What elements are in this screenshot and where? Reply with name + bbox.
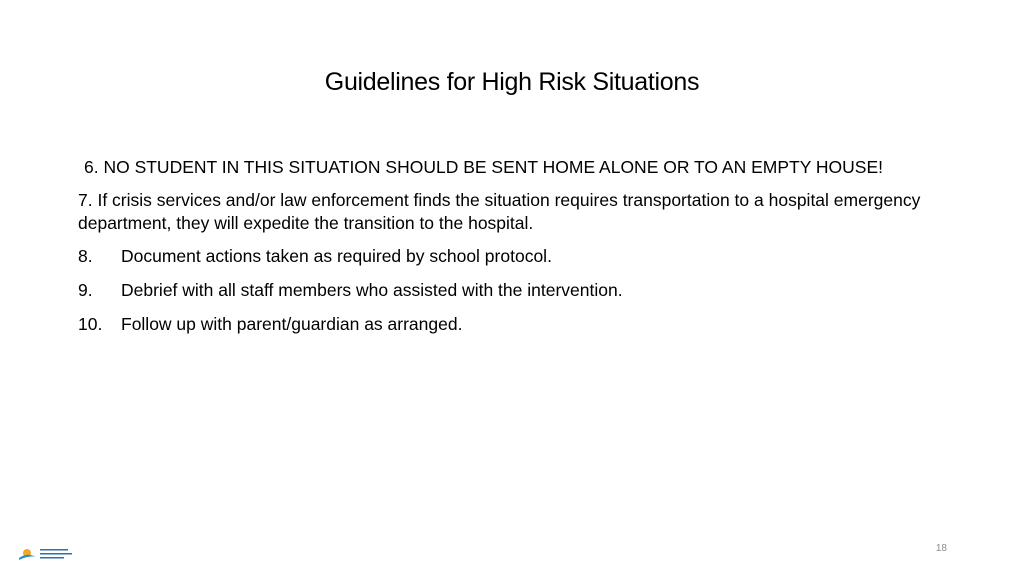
guideline-number: 9. [78,280,93,300]
logo-text-line [40,549,68,551]
guideline-number: 10. [78,314,103,334]
guideline-text: Debrief with all staff members who assisted with the intervention. [121,280,623,300]
guideline-item-7: 7. If crisis services and/or law enforcement finds the situation requires transportation to a hospital emergency department, they will expedite the transition to the hospital. [78,190,921,233]
slide-title: Guidelines for High Risk Situations [324,68,700,96]
guidelines-list [78,156,958,347]
logo-wave-icon [19,555,36,560]
page-number: 18 [935,543,947,554]
guideline-item-10 [78,313,958,336]
guideline-number: 8. [78,246,93,266]
guideline-item-6: 6. NO STUDENT IN THIS SITUATION SHOULD BE SENT HOME ALONE OR TO AN EMPTY HOUSE! [84,157,884,177]
guideline-text: Document actions taken as required by school protocol. [121,246,552,266]
logo-text-line [40,553,72,555]
guideline-item-9 [78,279,958,302]
guideline-text: Follow up with parent/guardian as arranged. [121,314,463,334]
guideline-item-8 [78,245,958,268]
logo-text-line [40,557,64,559]
organization-logo-icon [18,546,74,562]
